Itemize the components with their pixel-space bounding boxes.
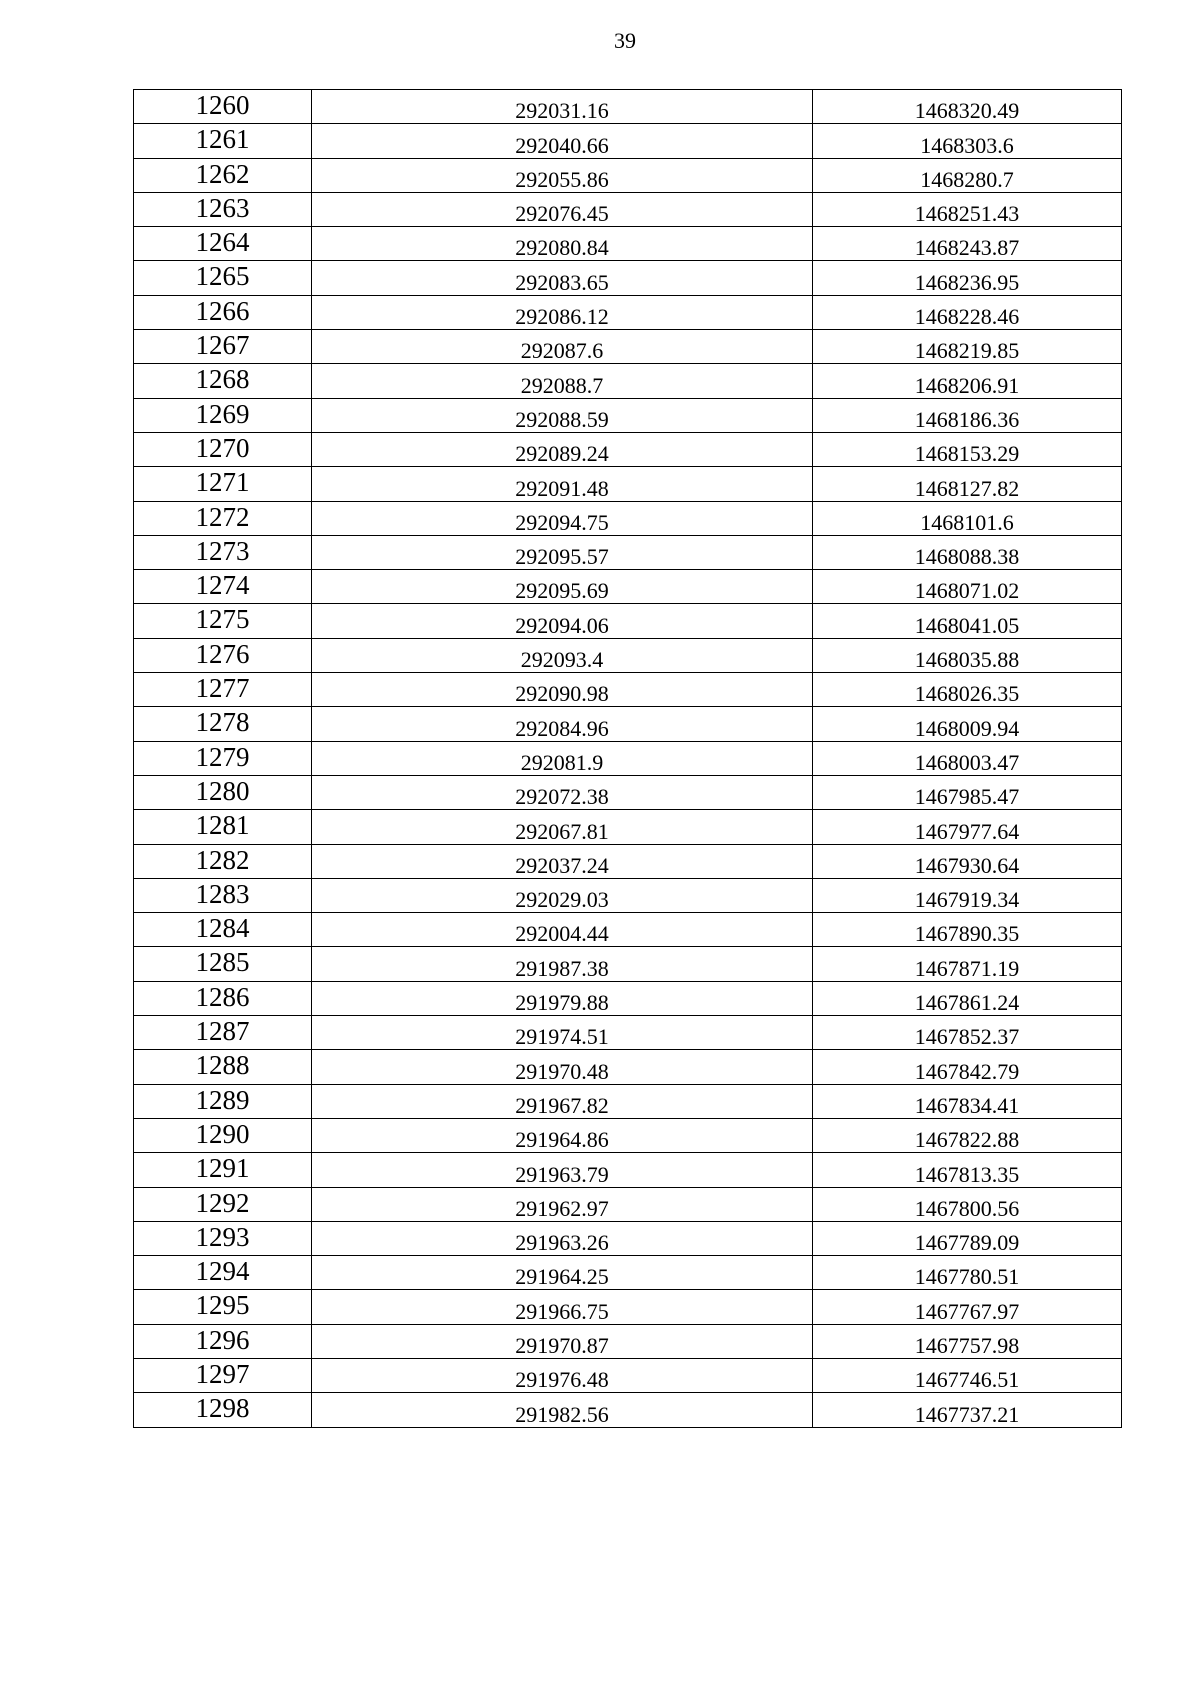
table-row: [134, 1118, 1122, 1152]
y-coordinate-cell: 1467930.64: [813, 844, 1122, 878]
table-row: [134, 1256, 1122, 1290]
point-number-cell: 1263: [134, 192, 312, 226]
y-coordinate-cell: 1468003.47: [813, 741, 1122, 775]
table-row: [134, 913, 1122, 947]
point-number-cell: 1265: [134, 261, 312, 295]
point-number-cell: 1289: [134, 1084, 312, 1118]
x-coordinate-cell: 292004.44: [312, 913, 813, 947]
x-coordinate-cell: 292094.06: [312, 604, 813, 638]
table-row: [134, 707, 1122, 741]
y-coordinate-cell: 1468206.91: [813, 364, 1122, 398]
coordinates-table-body: [134, 90, 1122, 1428]
x-coordinate-cell: 292094.75: [312, 501, 813, 535]
x-coordinate-cell: 291987.38: [312, 947, 813, 981]
point-number-cell: 1271: [134, 467, 312, 501]
table-row: [134, 124, 1122, 158]
table-row: [134, 844, 1122, 878]
y-coordinate-cell: 1468219.85: [813, 330, 1122, 364]
point-number-cell: 1281: [134, 810, 312, 844]
point-number-cell: 1286: [134, 981, 312, 1015]
point-number-cell: 1295: [134, 1290, 312, 1324]
x-coordinate-cell: 291974.51: [312, 1016, 813, 1050]
y-coordinate-cell: 1468153.29: [813, 432, 1122, 466]
point-number-cell: 1282: [134, 844, 312, 878]
point-number-cell: 1291: [134, 1153, 312, 1187]
x-coordinate-cell: 292076.45: [312, 192, 813, 226]
point-number-cell: 1270: [134, 432, 312, 466]
y-coordinate-cell: 1468303.6: [813, 124, 1122, 158]
point-number-cell: 1294: [134, 1256, 312, 1290]
x-coordinate-cell: 291982.56: [312, 1393, 813, 1427]
x-coordinate-cell: 291962.97: [312, 1187, 813, 1221]
table-row: [134, 90, 1122, 124]
y-coordinate-cell: 1468026.35: [813, 673, 1122, 707]
x-coordinate-cell: 291967.82: [312, 1084, 813, 1118]
x-coordinate-cell: 292040.66: [312, 124, 813, 158]
table-row: [134, 158, 1122, 192]
y-coordinate-cell: 1468186.36: [813, 398, 1122, 432]
table-row: [134, 673, 1122, 707]
y-coordinate-cell: 1468071.02: [813, 570, 1122, 604]
point-number-cell: 1276: [134, 638, 312, 672]
y-coordinate-cell: 1467767.97: [813, 1290, 1122, 1324]
point-number-cell: 1267: [134, 330, 312, 364]
point-number-cell: 1277: [134, 673, 312, 707]
point-number-cell: 1297: [134, 1358, 312, 1392]
x-coordinate-cell: 291963.26: [312, 1221, 813, 1255]
y-coordinate-cell: 1467919.34: [813, 878, 1122, 912]
x-coordinate-cell: 292083.65: [312, 261, 813, 295]
x-coordinate-cell: 292031.16: [312, 90, 813, 124]
table-row: [134, 1187, 1122, 1221]
point-number-cell: 1274: [134, 570, 312, 604]
x-coordinate-cell: 292090.98: [312, 673, 813, 707]
y-coordinate-cell: 1467985.47: [813, 775, 1122, 809]
point-number-cell: 1288: [134, 1050, 312, 1084]
x-coordinate-cell: 291970.87: [312, 1324, 813, 1358]
x-coordinate-cell: 292072.38: [312, 775, 813, 809]
point-number-cell: 1279: [134, 741, 312, 775]
y-coordinate-cell: 1468101.6: [813, 501, 1122, 535]
point-number-cell: 1280: [134, 775, 312, 809]
x-coordinate-cell: 291963.79: [312, 1153, 813, 1187]
x-coordinate-cell: 292091.48: [312, 467, 813, 501]
table-row: [134, 192, 1122, 226]
table-row: [134, 1153, 1122, 1187]
table-row: [134, 1084, 1122, 1118]
point-number-cell: 1260: [134, 90, 312, 124]
x-coordinate-cell: 292067.81: [312, 810, 813, 844]
y-coordinate-cell: 1467757.98: [813, 1324, 1122, 1358]
x-coordinate-cell: 292093.4: [312, 638, 813, 672]
x-coordinate-cell: 292086.12: [312, 295, 813, 329]
table-row: [134, 1290, 1122, 1324]
table-row: [134, 810, 1122, 844]
table-row: [134, 878, 1122, 912]
point-number-cell: 1268: [134, 364, 312, 398]
point-number-cell: 1261: [134, 124, 312, 158]
table-row: [134, 1016, 1122, 1050]
y-coordinate-cell: 1467780.51: [813, 1256, 1122, 1290]
point-number-cell: 1273: [134, 535, 312, 569]
table-row: [134, 1358, 1122, 1392]
point-number-cell: 1287: [134, 1016, 312, 1050]
x-coordinate-cell: 292081.9: [312, 741, 813, 775]
point-number-cell: 1275: [134, 604, 312, 638]
table-row: [134, 1393, 1122, 1427]
x-coordinate-cell: 291970.48: [312, 1050, 813, 1084]
table-row: [134, 364, 1122, 398]
point-number-cell: 1298: [134, 1393, 312, 1427]
table-row: [134, 295, 1122, 329]
x-coordinate-cell: 292088.59: [312, 398, 813, 432]
y-coordinate-cell: 1468236.95: [813, 261, 1122, 295]
y-coordinate-cell: 1467789.09: [813, 1221, 1122, 1255]
table-row: [134, 330, 1122, 364]
y-coordinate-cell: 1468041.05: [813, 604, 1122, 638]
table-row: [134, 741, 1122, 775]
table-row: [134, 775, 1122, 809]
x-coordinate-cell: 292095.57: [312, 535, 813, 569]
y-coordinate-cell: 1468088.38: [813, 535, 1122, 569]
x-coordinate-cell: 292095.69: [312, 570, 813, 604]
y-coordinate-cell: 1468251.43: [813, 192, 1122, 226]
x-coordinate-cell: 291966.75: [312, 1290, 813, 1324]
y-coordinate-cell: 1468127.82: [813, 467, 1122, 501]
y-coordinate-cell: 1467822.88: [813, 1118, 1122, 1152]
y-coordinate-cell: 1467746.51: [813, 1358, 1122, 1392]
y-coordinate-cell: 1467842.79: [813, 1050, 1122, 1084]
y-coordinate-cell: 1467852.37: [813, 1016, 1122, 1050]
table-row: [134, 1221, 1122, 1255]
point-number-cell: 1262: [134, 158, 312, 192]
point-number-cell: 1292: [134, 1187, 312, 1221]
table-row: [134, 535, 1122, 569]
y-coordinate-cell: 1467800.56: [813, 1187, 1122, 1221]
table-row: [134, 261, 1122, 295]
point-number-cell: 1272: [134, 501, 312, 535]
x-coordinate-cell: 291964.86: [312, 1118, 813, 1152]
point-number-cell: 1283: [134, 878, 312, 912]
point-number-cell: 1269: [134, 398, 312, 432]
point-number-cell: 1290: [134, 1118, 312, 1152]
y-coordinate-cell: 1467861.24: [813, 981, 1122, 1015]
table-row: [134, 570, 1122, 604]
x-coordinate-cell: 292087.6: [312, 330, 813, 364]
x-coordinate-cell: 292088.7: [312, 364, 813, 398]
y-coordinate-cell: 1468320.49: [813, 90, 1122, 124]
coordinates-table: [133, 89, 1122, 1428]
point-number-cell: 1264: [134, 227, 312, 261]
y-coordinate-cell: 1468228.46: [813, 295, 1122, 329]
table-row: [134, 467, 1122, 501]
y-coordinate-cell: 1468035.88: [813, 638, 1122, 672]
table-row: [134, 638, 1122, 672]
x-coordinate-cell: 292089.24: [312, 432, 813, 466]
y-coordinate-cell: 1468280.7: [813, 158, 1122, 192]
table-row: [134, 1324, 1122, 1358]
y-coordinate-cell: 1467871.19: [813, 947, 1122, 981]
table-row: [134, 398, 1122, 432]
y-coordinate-cell: 1467813.35: [813, 1153, 1122, 1187]
table-row: [134, 604, 1122, 638]
x-coordinate-cell: 291979.88: [312, 981, 813, 1015]
x-coordinate-cell: 292080.84: [312, 227, 813, 261]
y-coordinate-cell: 1468243.87: [813, 227, 1122, 261]
point-number-cell: 1266: [134, 295, 312, 329]
x-coordinate-cell: 292055.86: [312, 158, 813, 192]
x-coordinate-cell: 292084.96: [312, 707, 813, 741]
point-number-cell: 1284: [134, 913, 312, 947]
x-coordinate-cell: 292029.03: [312, 878, 813, 912]
point-number-cell: 1278: [134, 707, 312, 741]
y-coordinate-cell: 1467834.41: [813, 1084, 1122, 1118]
x-coordinate-cell: 291964.25: [312, 1256, 813, 1290]
table-row: [134, 947, 1122, 981]
x-coordinate-cell: 291976.48: [312, 1358, 813, 1392]
x-coordinate-cell: 292037.24: [312, 844, 813, 878]
page-number: 39: [614, 28, 636, 53]
y-coordinate-cell: 1467737.21: [813, 1393, 1122, 1427]
y-coordinate-cell: 1467977.64: [813, 810, 1122, 844]
point-number-cell: 1296: [134, 1324, 312, 1358]
y-coordinate-cell: 1467890.35: [813, 913, 1122, 947]
point-number-cell: 1285: [134, 947, 312, 981]
table-row: [134, 981, 1122, 1015]
table-row: [134, 227, 1122, 261]
table-row: [134, 501, 1122, 535]
point-number-cell: 1293: [134, 1221, 312, 1255]
table-row: [134, 432, 1122, 466]
table-row: [134, 1050, 1122, 1084]
y-coordinate-cell: 1468009.94: [813, 707, 1122, 741]
